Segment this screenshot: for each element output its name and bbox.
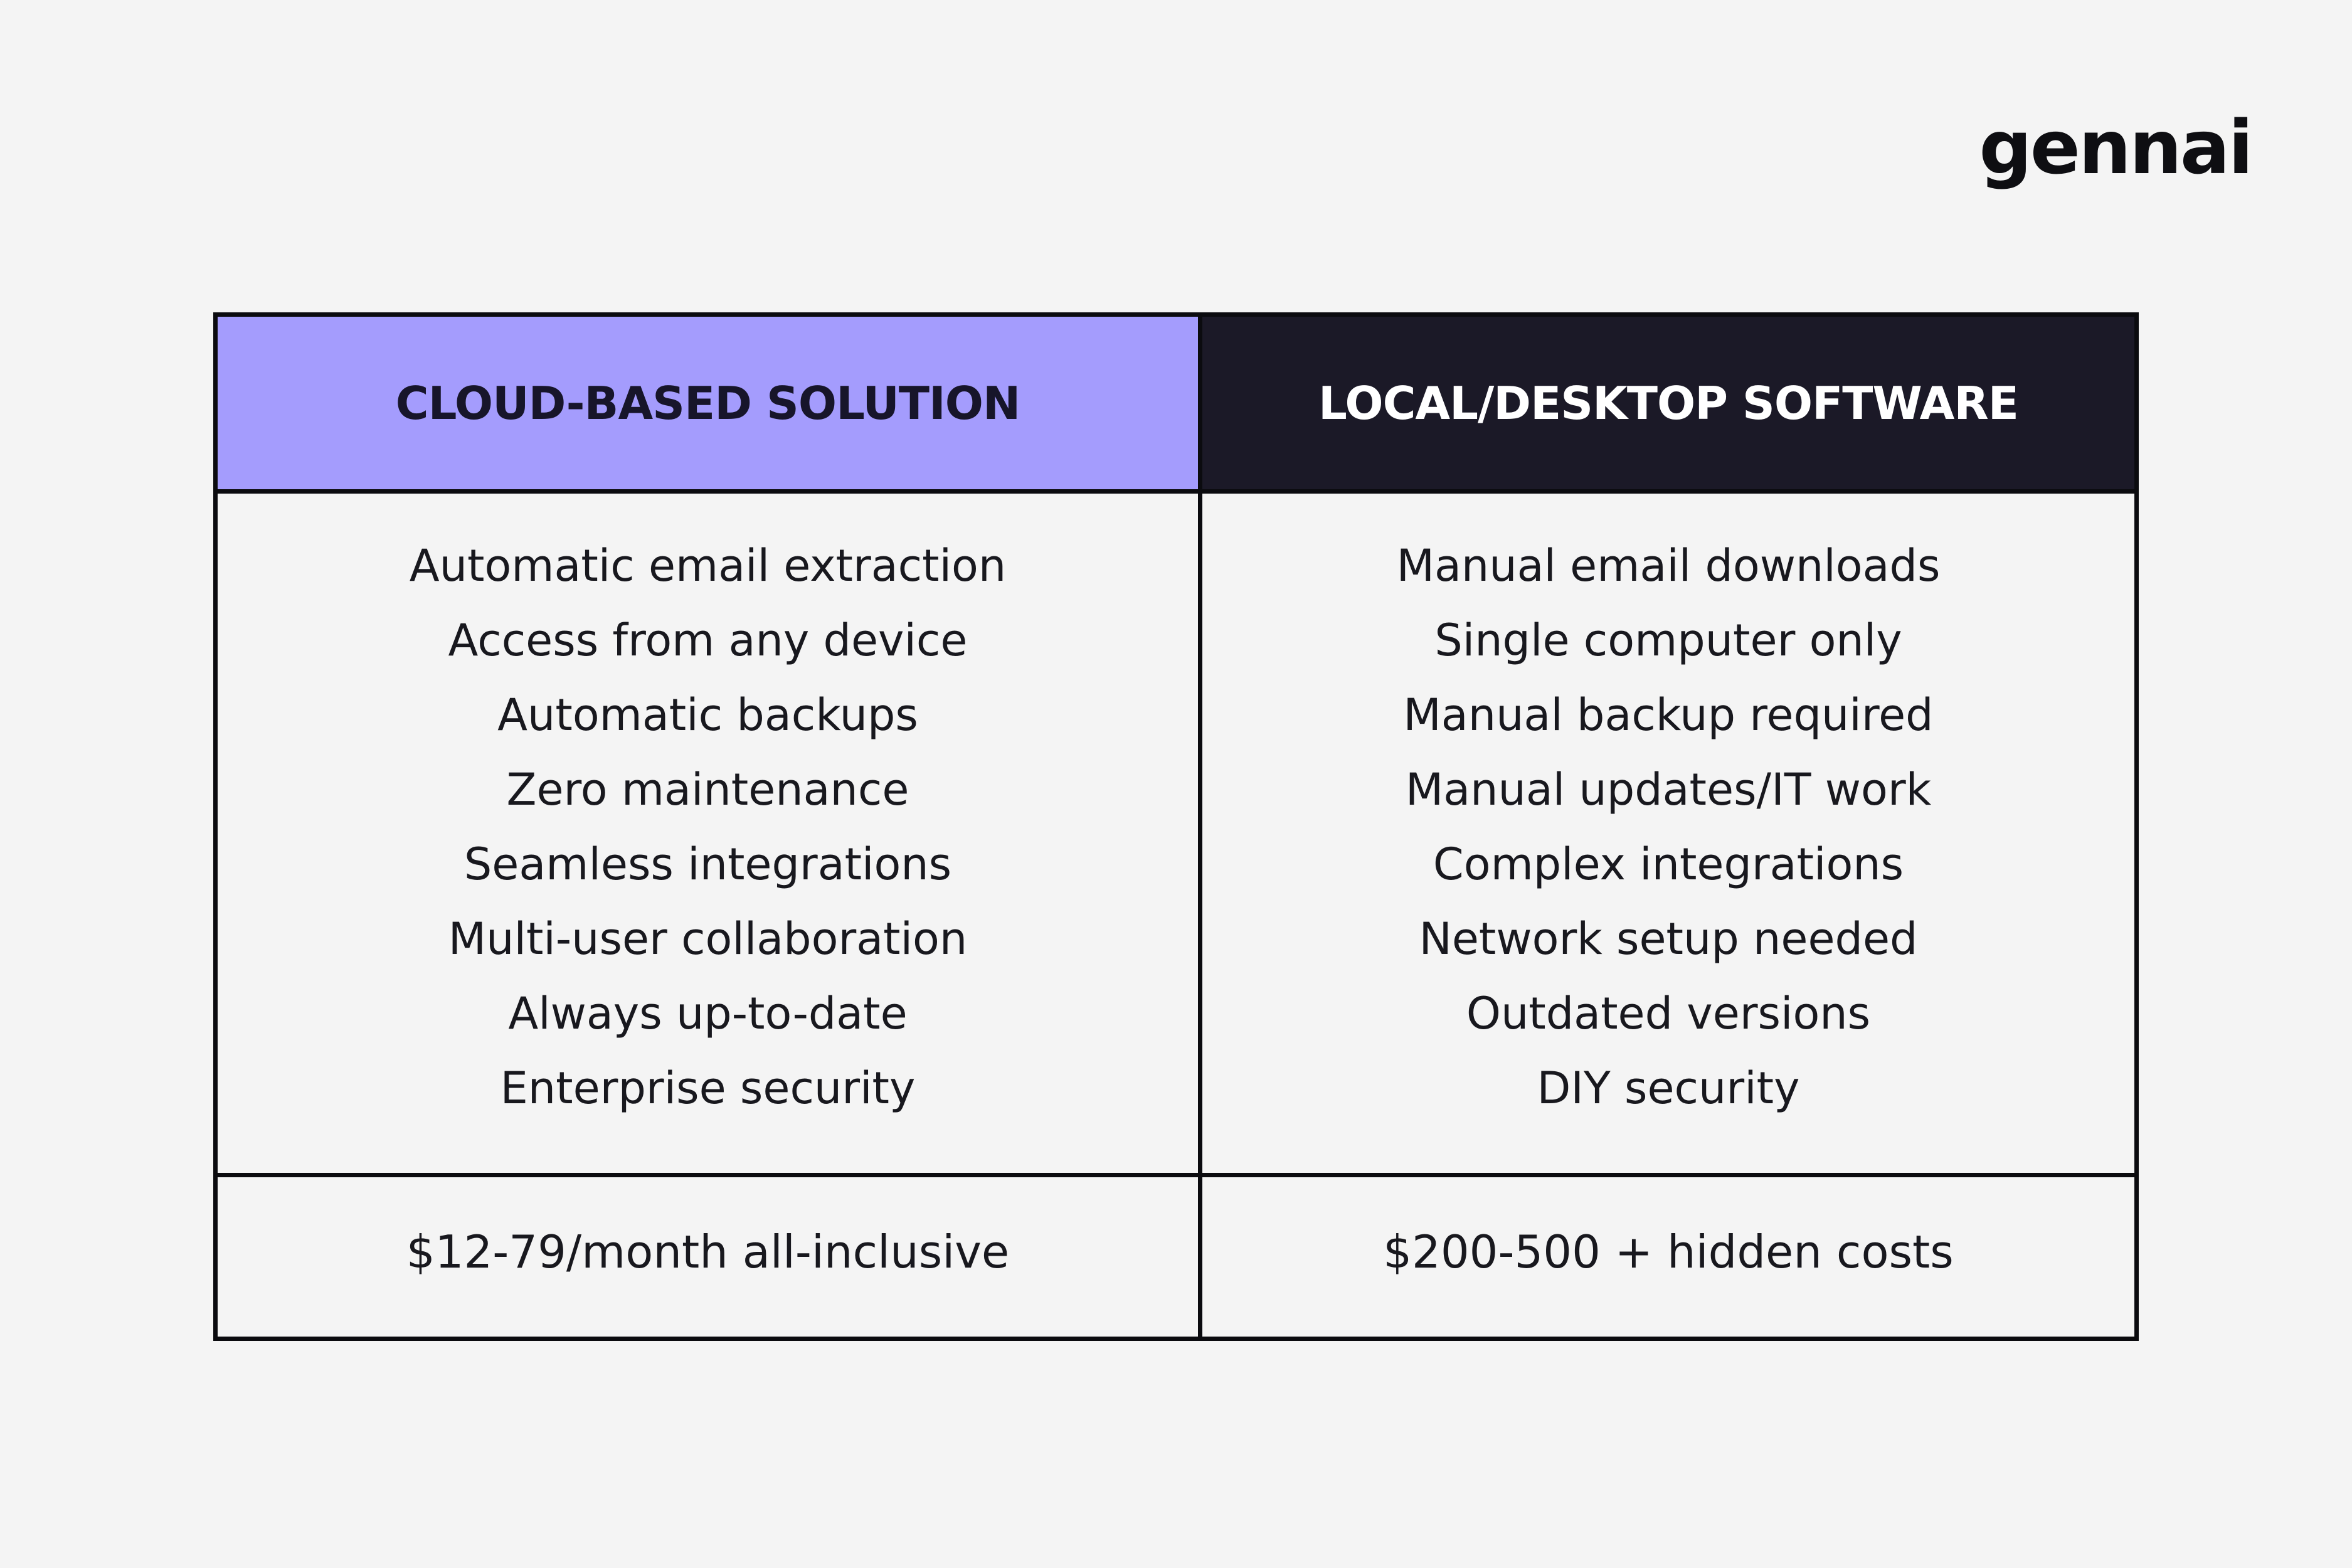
cloud-feature-item: Zero maintenance (506, 763, 909, 815)
cloud-feature-item: Access from any device (448, 614, 968, 666)
local-feature-list (1397, 529, 1941, 1126)
local-column-header (1202, 317, 2134, 494)
local-feature-item: Network setup needed (1419, 913, 1918, 965)
local-feature-item: Single computer only (1434, 614, 1902, 666)
cloud-price-cell (218, 1177, 1202, 1337)
local-feature-item: Manual backup required (1403, 689, 1934, 741)
cloud-feature-item: Always up-to-date (508, 987, 908, 1039)
cloud-features-cell (218, 494, 1202, 1177)
local-price-cell (1202, 1177, 2134, 1337)
cloud-feature-item: Enterprise security (500, 1062, 916, 1114)
comparison-table (213, 312, 2139, 1341)
cloud-column-header (218, 317, 1202, 494)
local-feature-item: Manual updates/IT work (1405, 763, 1932, 815)
cloud-feature-item: Automatic backups (497, 689, 918, 741)
local-feature-item: DIY security (1537, 1062, 1800, 1114)
local-feature-item: Complex integrations (1433, 838, 1904, 890)
local-feature-item: Manual email downloads (1396, 539, 1941, 591)
local-feature-item: Outdated versions (1466, 987, 1871, 1039)
local-heading: LOCAL/DESKTOP SOFTWARE (1318, 376, 2018, 430)
cloud-feature-list (410, 529, 1007, 1126)
cloud-price: $12-79/month all-inclusive (406, 1226, 1010, 1278)
cloud-feature-item: Automatic email extraction (409, 539, 1007, 591)
local-price: $200-500 + hidden costs (1383, 1226, 1954, 1278)
local-features-cell (1202, 494, 2134, 1177)
gennai-logo: gennai (1979, 104, 2252, 191)
cloud-feature-item: Seamless integrations (464, 838, 952, 890)
cloud-heading: CLOUD-BASED SOLUTION (395, 376, 1020, 430)
cloud-feature-item: Multi-user collaboration (448, 913, 968, 965)
